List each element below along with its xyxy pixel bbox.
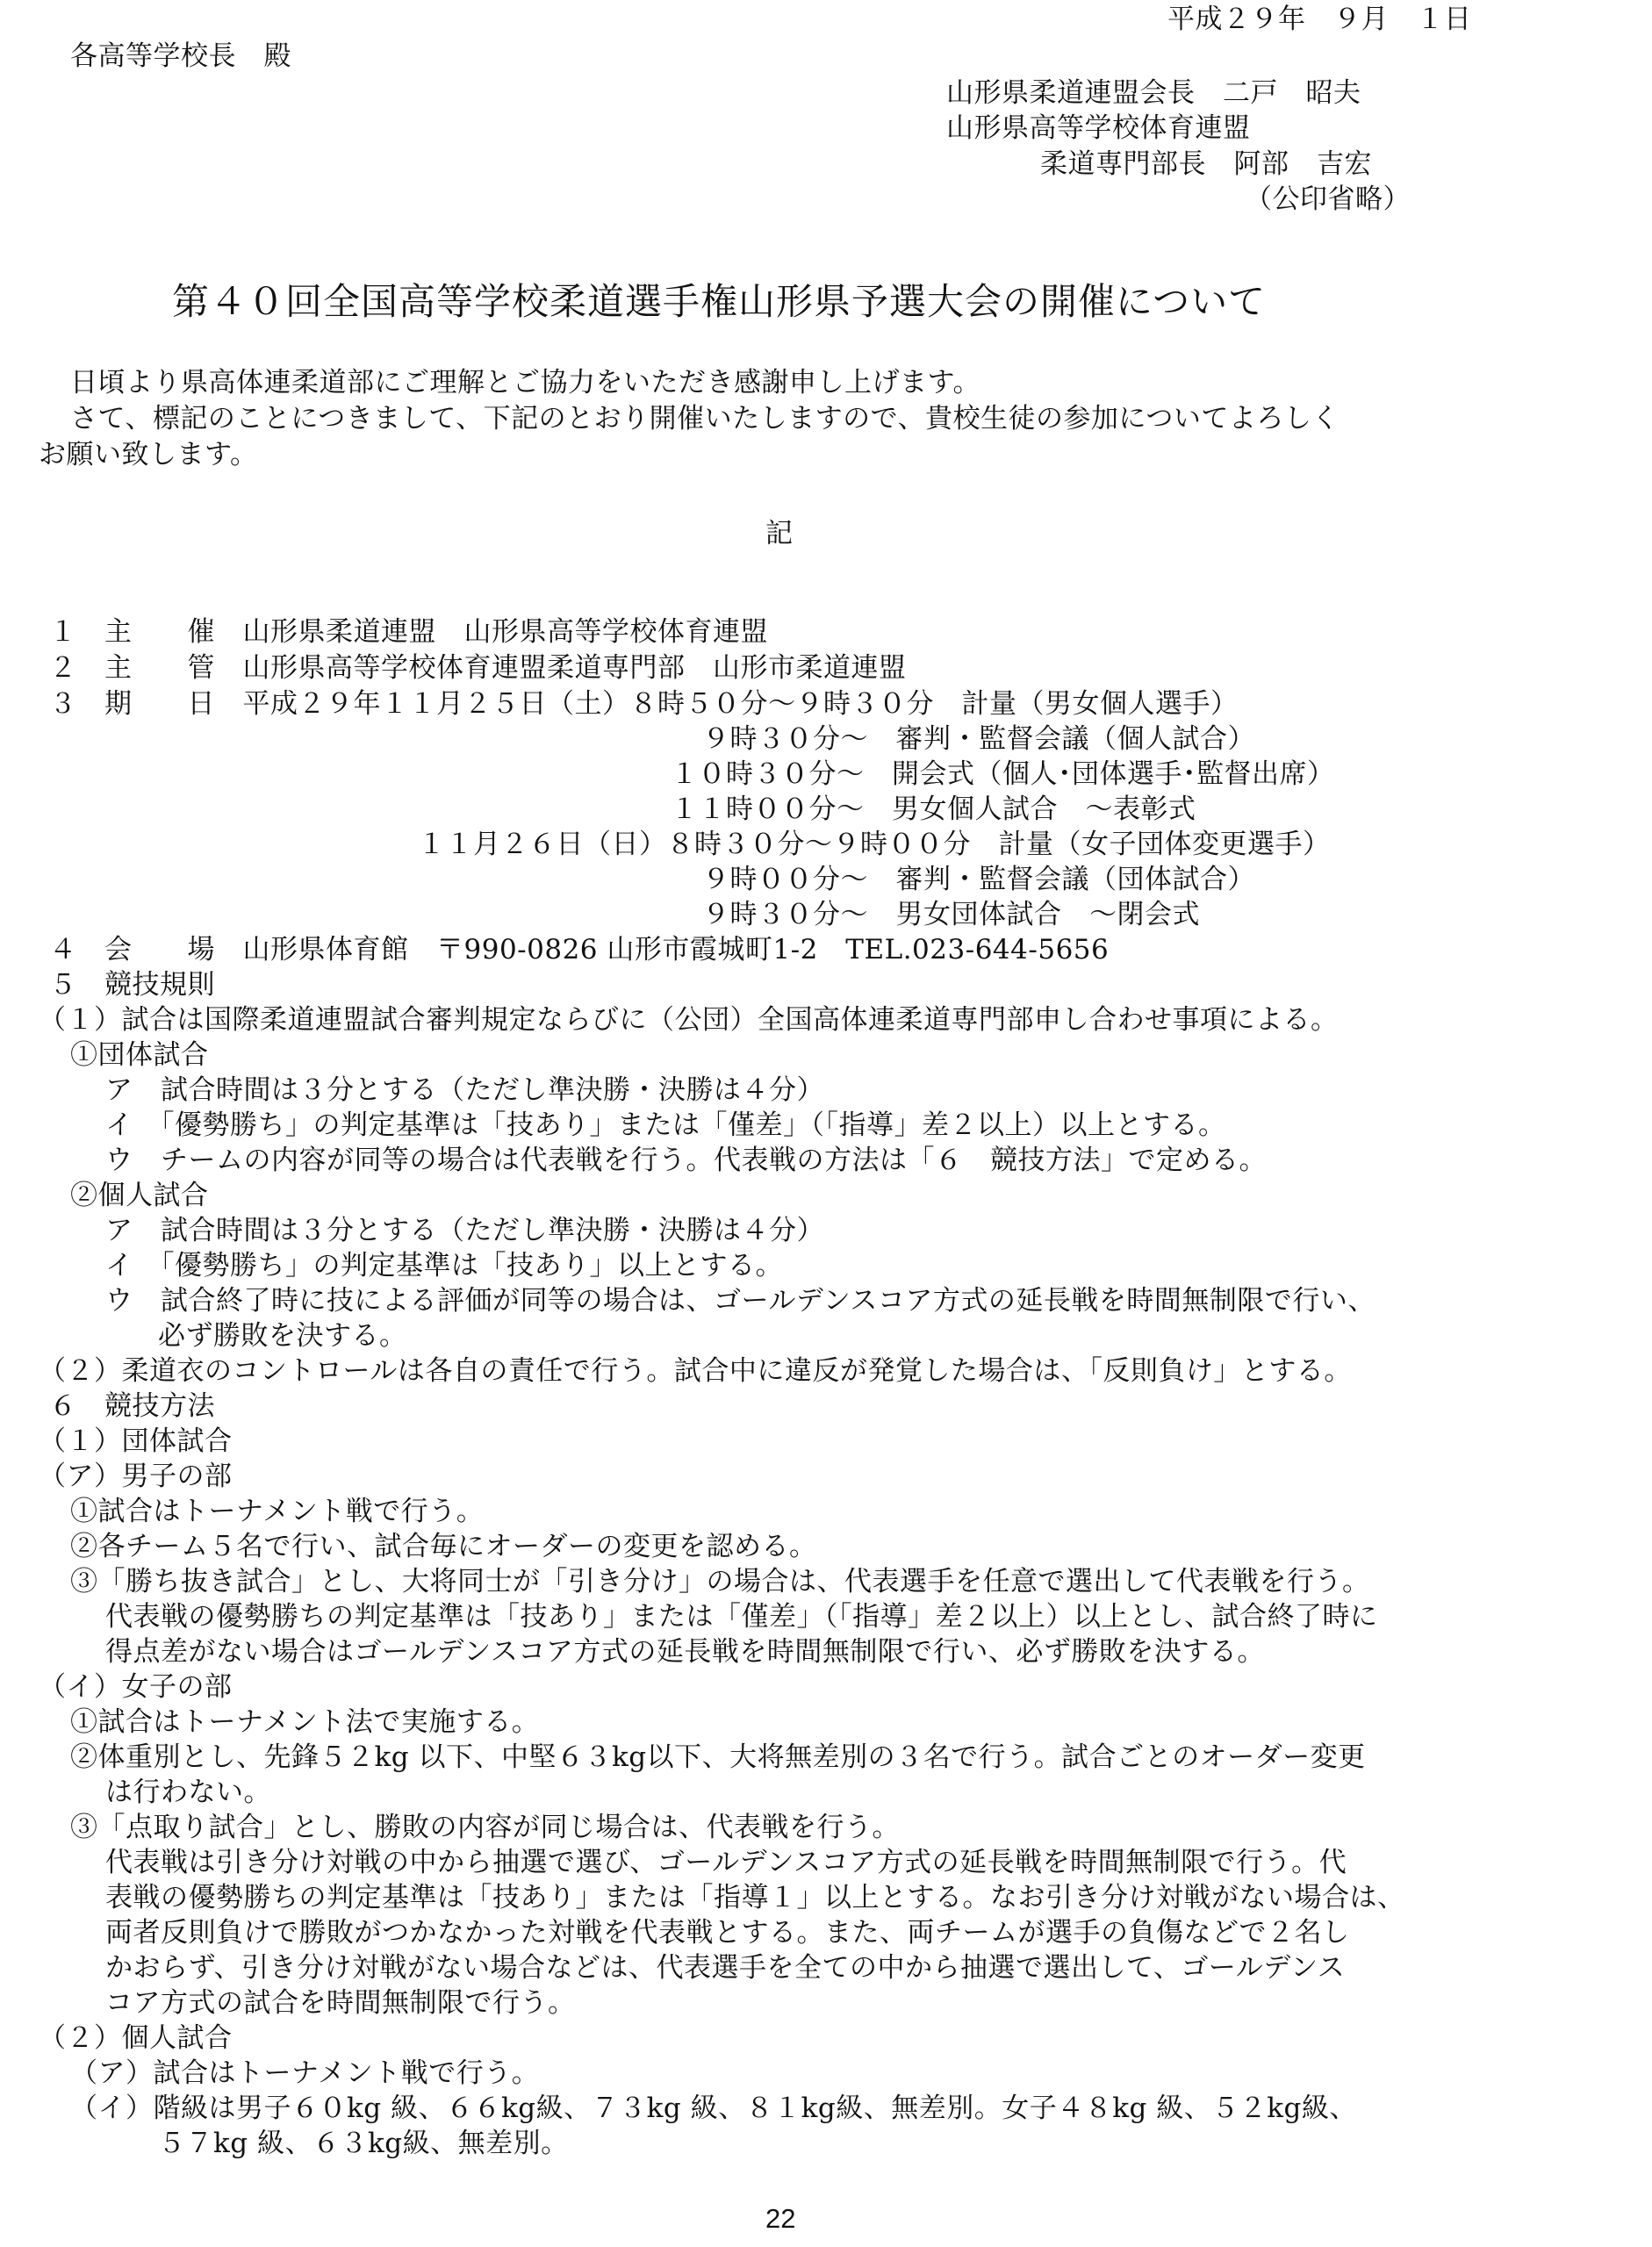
body-line-schedule: ９時３０分～ 男女団体試合 ～閉会式 bbox=[702, 899, 1200, 930]
body-line: ②体重別とし、先鋒５２kg 以下、中堅６３kg以下、大将無差別の３名で行う。試合ごとのオーダー変更 bbox=[70, 1741, 1366, 1773]
body-line: ５７kg 級、６３kg級、無差別。 bbox=[158, 2128, 569, 2159]
body-line: ア 試合時間は３分とする（ただし準決勝・決勝は４分） bbox=[105, 1074, 824, 1106]
body-line: （１）試合は国際柔道連盟試合審判規定ならびに（公団）全国高体連柔道専門部申し合わせ事項による。 bbox=[39, 1004, 1339, 1036]
body-line: 代表戦は引き分け対戦の中から抽選で選び、ゴールデンスコア方式の延長戦を時間無制限で行う。代 bbox=[105, 1847, 1347, 1878]
section-heading: ６ 競技方法 bbox=[49, 1390, 215, 1422]
body-line: ②各チーム５名で行い、試合毎にオーダーの変更を認める。 bbox=[70, 1531, 817, 1562]
body-line: は行わない。 bbox=[105, 1777, 271, 1808]
body-line: （イ）女子の部 bbox=[39, 1671, 233, 1703]
ki-heading: 記 bbox=[765, 518, 794, 549]
seal-omitted-note: （公印省略） bbox=[1245, 183, 1411, 215]
body-line: ③「勝ち抜き試合」とし、大将同士が「引き分け」の場合は、代表選手を任意で選出して代表戦を行う。 bbox=[70, 1566, 1370, 1597]
document-title: 第４０回全国高等学校柔道選手権山形県予選大会の開催について bbox=[172, 280, 1267, 323]
body-line: ③「点取り試合」とし、勝敗の内容が同じ場合は、代表戦を行う。 bbox=[70, 1812, 900, 1843]
body-line: （２）柔道衣のコントロールは各自の責任で行う。試合中に違反が発覚した場合は、「反則負け」とする。 bbox=[39, 1355, 1352, 1387]
body-line-schedule: ９時３０分～ 審判・監督会議（個人試合） bbox=[702, 723, 1255, 755]
body-line: イ 「優勢勝ち」の判定基準は「技あり」または「僅差」（「指導」差２以上）以上とする。 bbox=[105, 1109, 1226, 1141]
page-number: 22 bbox=[765, 2203, 796, 2234]
section-heading: ５ 競技規則 bbox=[49, 969, 215, 1001]
body-line: （ア）男子の部 bbox=[39, 1461, 233, 1492]
body-line: ①試合はトーナメント法で実施する。 bbox=[70, 1706, 540, 1738]
body-line: ②個人試合 bbox=[70, 1180, 209, 1211]
intro-line-1: 日頃より県高体連柔道部にご理解とご協力をいただき感謝申し上げます。 bbox=[70, 367, 981, 398]
sender-line-1: 山形県柔道連盟会長 二戸 昭夫 bbox=[946, 77, 1361, 109]
body-line-date-day2: １１月２６日（日）８時３０分～９時００分 計量（女子団体変更選手） bbox=[418, 829, 1331, 860]
body-line: ①試合はトーナメント戦で行う。 bbox=[70, 1496, 485, 1527]
body-line-schedule: １０時３０分～ 開会式（個人･団体選手･監督出席） bbox=[671, 758, 1335, 790]
body-line: 代表戦の優勢勝ちの判定基準は「技あり」または「僅差」（「指導」差２以上）以上とし、試合終了時に bbox=[105, 1601, 1378, 1633]
body-line: ウ チームの内容が同等の場合は代表戦を行う。代表戦の方法は「６ 競技方法」で定める。 bbox=[105, 1145, 1267, 1176]
body-line: ①団体試合 bbox=[70, 1039, 209, 1071]
intro-line-3: お願い致します。 bbox=[39, 439, 258, 470]
sender-line-2: 山形県高等学校体育連盟 bbox=[946, 112, 1251, 144]
body-line: （イ）階級は男子６０kg 級、６６kg級、７３kg 級、８１kg級、無差別。女子４８kg 級、５２kg級、 bbox=[70, 2093, 1357, 2124]
body-line: イ 「優勢勝ち」の判定基準は「技あり」以上とする。 bbox=[105, 1250, 783, 1281]
body-line-organizer: １ 主 催 山形県柔道連盟 山形県高等学校体育連盟 bbox=[49, 616, 768, 648]
body-line-schedule: １１時００分～ 男女個人試合 ～表彰式 bbox=[671, 793, 1196, 825]
addressee: 各高等学校長 殿 bbox=[70, 40, 291, 72]
sender-line-3: 柔道専門部長 阿部 吉宏 bbox=[1040, 148, 1372, 180]
issue-date: 平成２９年 ９月 １日 bbox=[1167, 4, 1472, 35]
body-line: コア方式の試合を時間無制限で行う。 bbox=[105, 1987, 576, 2019]
body-line: ア 試合時間は３分とする（ただし準決勝・決勝は４分） bbox=[105, 1215, 824, 1246]
body-line: ウ 試合終了時に技による評価が同等の場合は、ゴールデンスコア方式の延長戦を時間無制限で行い、 bbox=[105, 1285, 1375, 1317]
intro-line-2: さて、標記のことにつきまして、下記のとおり開催いたしますので、貴校生徒の参加についてよろしく bbox=[70, 403, 1340, 434]
body-line: 必ず勝敗を決する。 bbox=[158, 1320, 407, 1352]
body-line: 両者反則負けで勝敗がつかなかった対戦を代表戦とする。また、両チームが選手の負傷などで２名し bbox=[105, 1917, 1350, 1949]
body-line: かおらず、引き分け対戦がない場合などは、代表選手を全ての中から抽選で選出して、ゴールデンス bbox=[105, 1952, 1346, 1984]
body-line: 得点差がない場合はゴールデンスコア方式の延長戦を時間無制限で行い、必ず勝敗を決する。 bbox=[105, 1636, 1265, 1668]
body-line: （２）個人試合 bbox=[39, 2022, 233, 2054]
body-line-date-day1: ３ 期 日 平成２９年１１月２５日（土）８時５０分～９時３０分 計量（男女個人選手） bbox=[49, 688, 1239, 720]
body-line-schedule: ９時００分～ 審判・監督会議（団体試合） bbox=[702, 864, 1255, 895]
body-line-manager: ２ 主 管 山形県高等学校体育連盟柔道専門部 山形市柔道連盟 bbox=[49, 652, 907, 684]
body-line: （ア）試合はトーナメント戦で行う。 bbox=[70, 2057, 540, 2089]
body-line: （１）団体試合 bbox=[39, 1425, 233, 1457]
body-line-venue: ４ 会 場 山形県体育館 〒990-0826 山形市霞城町1-2 TEL.023-644-5656 bbox=[49, 934, 1110, 966]
body-line: 表戦の優勢勝ちの判定基準は「技あり」または「指導１」以上とする。なお引き分け対戦がない場合は、 bbox=[105, 1882, 1405, 1913]
